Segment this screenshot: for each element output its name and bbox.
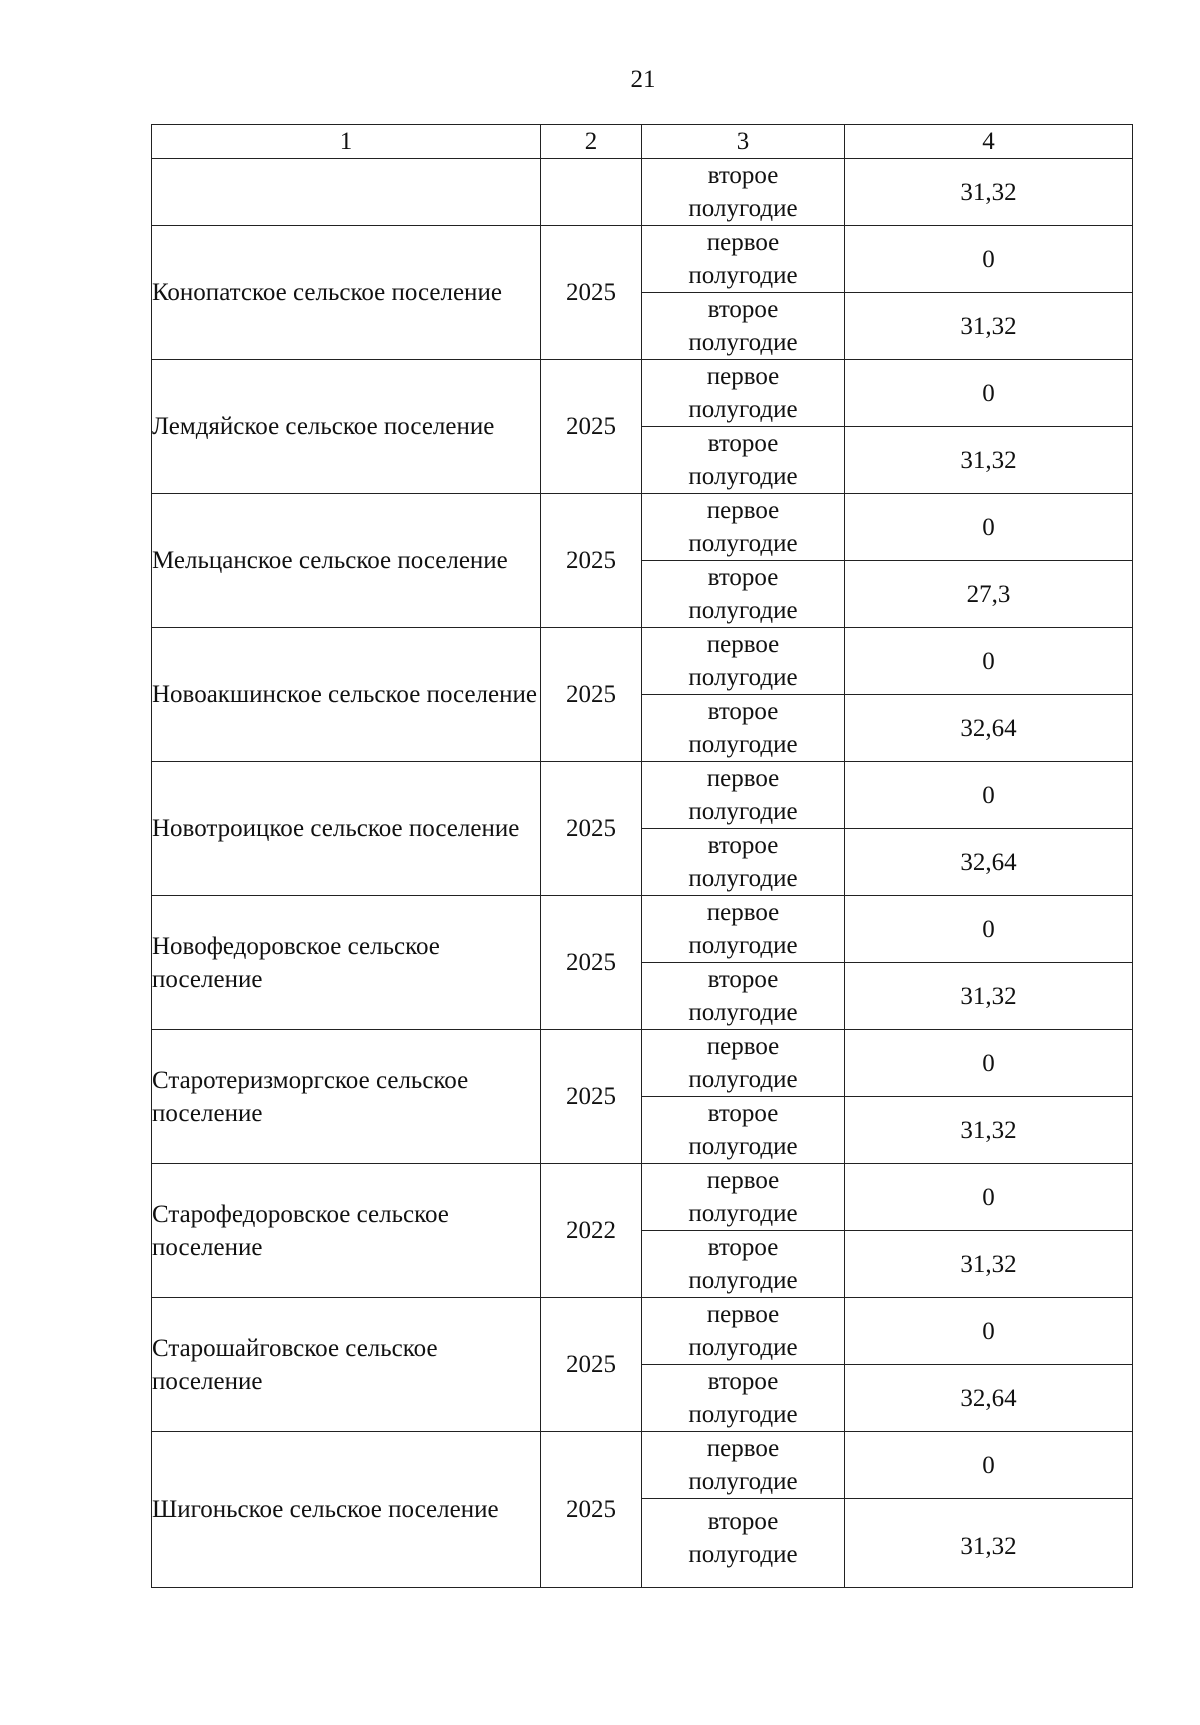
- period-word: второе: [707, 564, 779, 591]
- first-half-value-cell: 0: [845, 1164, 1133, 1231]
- period-word: второе: [707, 1234, 779, 1261]
- period-unit: полугодие: [688, 1401, 798, 1428]
- second-half-value-cell: 32,64: [845, 1365, 1133, 1432]
- period-unit: полугодие: [688, 1200, 798, 1227]
- header-cell-3: 3: [642, 125, 845, 159]
- period-unit: полугодие: [688, 1541, 798, 1568]
- table-row: [152, 360, 1133, 427]
- settlement-name-cell: Мельцанское сельское поселение: [152, 494, 541, 628]
- settlement-name-cell: Конопатское сельское поселение: [152, 226, 541, 360]
- period-word: первое: [706, 899, 780, 926]
- period-word: первое: [706, 765, 780, 792]
- table-row: [152, 762, 1133, 829]
- table-row: [152, 494, 1133, 561]
- first-half-value-cell: 0: [845, 896, 1133, 963]
- header-cell-4: 4: [845, 125, 1133, 159]
- period-unit: полугодие: [688, 1334, 798, 1361]
- period-unit: полугодие: [688, 1133, 798, 1160]
- table-row: [152, 1164, 1133, 1231]
- continuation-year-cell: [541, 159, 642, 226]
- settlement-name-cell: Новоакшинское сельское поселение: [152, 628, 541, 762]
- first-half-cell: [642, 1432, 845, 1499]
- year-cell: 2025: [541, 1432, 642, 1588]
- second-half-value-cell: 27,3: [845, 561, 1133, 628]
- table-row: [152, 226, 1133, 293]
- second-half-cell: [642, 427, 845, 494]
- settlement-name-cell: Старофедоровское сельское поселение: [152, 1164, 541, 1298]
- header-cell-1: 1: [152, 125, 541, 159]
- period-word: первое: [706, 1301, 780, 1328]
- settlement-name-cell: Шигоньское сельское поселение: [152, 1432, 541, 1588]
- year-cell: 2022: [541, 1164, 642, 1298]
- period-unit: полугодие: [688, 1267, 798, 1294]
- period-word: второе: [707, 698, 779, 725]
- second-half-value-cell: 31,32: [845, 427, 1133, 494]
- period-word: второе: [707, 296, 779, 323]
- continuation-name-cell: [152, 159, 541, 226]
- period-unit: полугодие: [688, 1066, 798, 1093]
- value-text: 31,32: [960, 1533, 1017, 1560]
- period-unit: полугодие: [688, 195, 798, 222]
- second-half-value-cell: 31,32: [845, 293, 1133, 360]
- period-word: первое: [706, 497, 780, 524]
- first-half-cell: [642, 1030, 845, 1097]
- period-word: второе: [707, 162, 779, 189]
- period-unit: полугодие: [688, 999, 798, 1026]
- period-unit: полугодие: [688, 530, 798, 557]
- period-unit: полугодие: [688, 329, 798, 356]
- settlement-name-cell: Новофедоровское сельское поселение: [152, 896, 541, 1030]
- second-half-value-cell: 31,32: [845, 1097, 1133, 1164]
- year-cell: 2025: [541, 762, 642, 896]
- period-word: второе: [707, 430, 779, 457]
- year-cell: 2025: [541, 226, 642, 360]
- second-half-cell: [642, 1231, 845, 1298]
- period-word: второе: [707, 966, 779, 993]
- period-unit: полугодие: [688, 865, 798, 892]
- settlement-name-cell: Старошайговское сельское поселение: [152, 1298, 541, 1432]
- continuation-period-cell: [642, 159, 845, 226]
- first-half-value-cell: 0: [845, 1030, 1133, 1097]
- second-half-cell: [642, 829, 845, 896]
- first-half-value-cell: 0: [845, 762, 1133, 829]
- data-table: [151, 124, 1133, 1588]
- first-half-cell: [642, 896, 845, 963]
- period-word: первое: [706, 631, 780, 658]
- settlement-name-cell: Новотроицкое сельское поселение: [152, 762, 541, 896]
- first-half-cell: [642, 762, 845, 829]
- period-word: второе: [707, 832, 779, 859]
- period-unit: полугодие: [688, 262, 798, 289]
- period-unit: полугодие: [688, 463, 798, 490]
- first-half-cell: [642, 1164, 845, 1231]
- second-half-value-cell: 31,32: [845, 963, 1133, 1030]
- period-word: второе: [707, 1368, 779, 1395]
- period-unit: полугодие: [688, 798, 798, 825]
- year-cell: 2025: [541, 1030, 642, 1164]
- settlement-name-cell: Старотеризморгское сельское поселение: [152, 1030, 541, 1164]
- second-half-cell: [642, 1365, 845, 1432]
- period-unit: полугодие: [688, 664, 798, 691]
- continuation-row: [152, 159, 1133, 226]
- first-half-value-cell: 0: [845, 1298, 1133, 1365]
- period-word: второе: [707, 1508, 779, 1535]
- table-row: [152, 628, 1133, 695]
- first-half-value-cell: 0: [845, 494, 1133, 561]
- second-half-value-cell: [845, 1499, 1133, 1588]
- second-half-value-cell: 32,64: [845, 829, 1133, 896]
- period-word: первое: [706, 1435, 780, 1462]
- second-half-cell: [642, 1499, 845, 1588]
- period-word: второе: [707, 1100, 779, 1127]
- period-word: первое: [706, 229, 780, 256]
- first-half-value-cell: 0: [845, 628, 1133, 695]
- header-row: [152, 125, 1133, 159]
- first-half-cell: [642, 360, 845, 427]
- table-row: [152, 1030, 1133, 1097]
- first-half-value-cell: 0: [845, 1432, 1133, 1499]
- period-unit: полугодие: [688, 597, 798, 624]
- table-row: [152, 1432, 1133, 1499]
- period-word: первое: [706, 1033, 780, 1060]
- header-cell-2: 2: [541, 125, 642, 159]
- second-half-cell: [642, 695, 845, 762]
- second-half-value-cell: 32,64: [845, 695, 1133, 762]
- first-half-cell: [642, 226, 845, 293]
- year-cell: 2025: [541, 628, 642, 762]
- second-half-cell: [642, 561, 845, 628]
- first-half-value-cell: 0: [845, 226, 1133, 293]
- second-half-cell: [642, 963, 845, 1030]
- year-cell: 2025: [541, 1298, 642, 1432]
- page-number: 21: [630, 66, 656, 93]
- second-half-cell: [642, 1097, 845, 1164]
- period-unit: полугодие: [688, 1468, 798, 1495]
- period-unit: полугодие: [688, 932, 798, 959]
- settlement-name-cell: Лемдяйское сельское поселение: [152, 360, 541, 494]
- second-half-value-cell: 31,32: [845, 1231, 1133, 1298]
- year-cell: 2025: [541, 360, 642, 494]
- first-half-cell: [642, 1298, 845, 1365]
- first-half-value-cell: 0: [845, 360, 1133, 427]
- first-half-cell: [642, 494, 845, 561]
- period-unit: полугодие: [688, 396, 798, 423]
- period-word: первое: [706, 363, 780, 390]
- second-half-cell: [642, 293, 845, 360]
- year-cell: 2025: [541, 494, 642, 628]
- table-row: [152, 896, 1133, 963]
- period-word: первое: [706, 1167, 780, 1194]
- first-half-cell: [642, 628, 845, 695]
- period-unit: полугодие: [688, 731, 798, 758]
- year-cell: 2025: [541, 896, 642, 1030]
- continuation-value-cell: 31,32: [845, 159, 1133, 226]
- table-row: [152, 1298, 1133, 1365]
